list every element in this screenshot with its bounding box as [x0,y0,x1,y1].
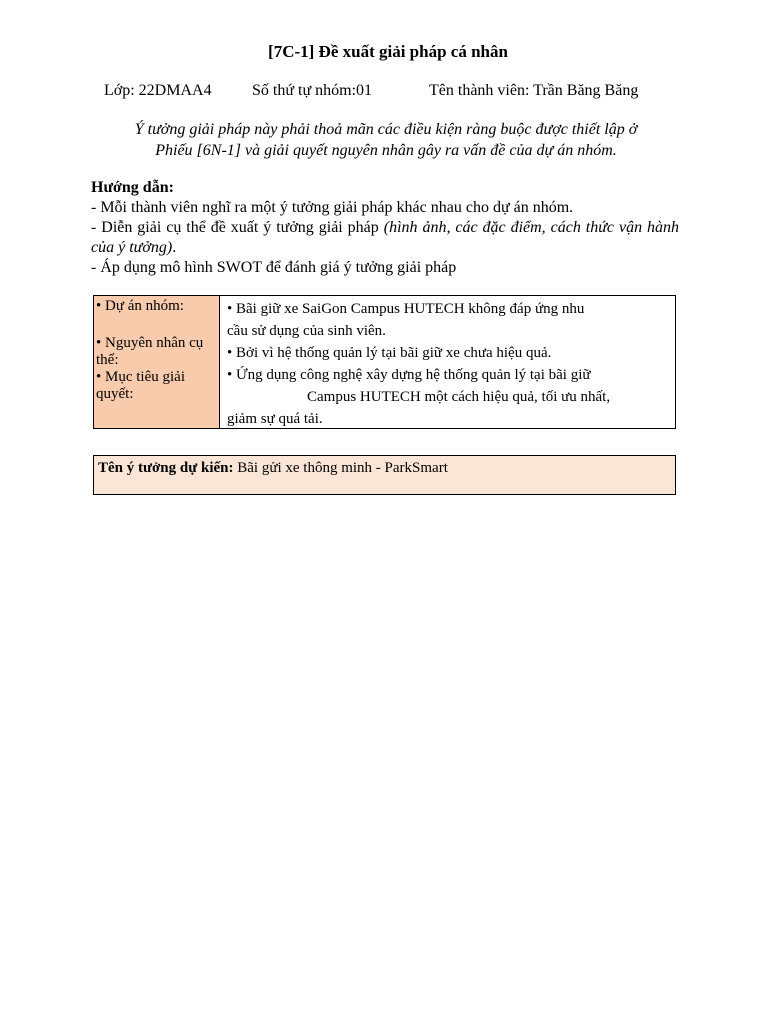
content-goal-line-1: • Ứng dụng công nghệ xây dựng hệ thống quản lý tại bãi giữ [227,367,591,383]
label-goal: • Mục tiêu giải quyết: [96,369,185,402]
label-cause: • Nguyên nhân cụ thể: [96,335,204,368]
guide-heading: Hướng dẫn: [91,179,174,196]
label-project: • Dự án nhóm: [96,298,184,314]
content-project-line-2: cầu sử dụng của sinh viên. [227,323,386,339]
intro-line-1: Ý tưởng giải pháp này phải thoả mãn các điều kiện ràng buộc được thiết lập ở [134,121,638,138]
content-project-line-1: • Bãi giữ xe SaiGon Campus HUTECH không đáp ứng nhu [227,301,585,317]
content-cause: • Bởi vì hệ thống quản lý tại bãi giữ xe chưa hiệu quả. [227,345,552,361]
content-goal-line-3: giảm sự quá tải. [227,411,323,427]
guide-item-2-italic: (hình ảnh, các đặc điểm, cách thức vận hành của ý tưởng) [91,219,680,256]
idea-name-box [93,455,676,495]
member-name-info: Tên thành viên: Trần Băng Băng [429,82,639,99]
idea-value: Bãi gửi xe thông minh - ParkSmart [233,460,448,476]
guide-item-2 [91,218,679,258]
intro-line-2: Phiếu [6N-1] và giải quyết nguyên nhân gây ra vấn đề của dự án nhóm. [155,142,617,159]
info-label-column [94,296,220,428]
guide-item-2-end: . [172,239,177,256]
guide-item-3: - Áp dụng mô hình SWOT để đánh giá ý tưởng giải pháp [91,259,457,276]
project-info-table [93,295,676,429]
guide-section [91,178,679,278]
group-number-info: Số thứ tự nhóm:01 [252,82,373,99]
info-content-column [220,296,675,428]
guide-item-2-text: - Diễn giải cụ thể đề xuất ý tưởng giải pháp [91,219,384,236]
content-goal-line-2: Campus HUTECH một cách hiệu quả, tối ưu nhất, [307,389,611,405]
class-info: Lớp: 22DMAA4 [104,82,212,99]
intro-paragraph [96,119,676,161]
guide-item-1: - Mỗi thành viên nghĩ ra một ý tưởng giải pháp khác nhau cho dự án nhóm. [91,199,574,216]
idea-label: Tên ý tưởng dự kiến: [98,460,234,476]
document-title: [7C-1] Đề xuất giải pháp cá nhân [268,42,508,61]
